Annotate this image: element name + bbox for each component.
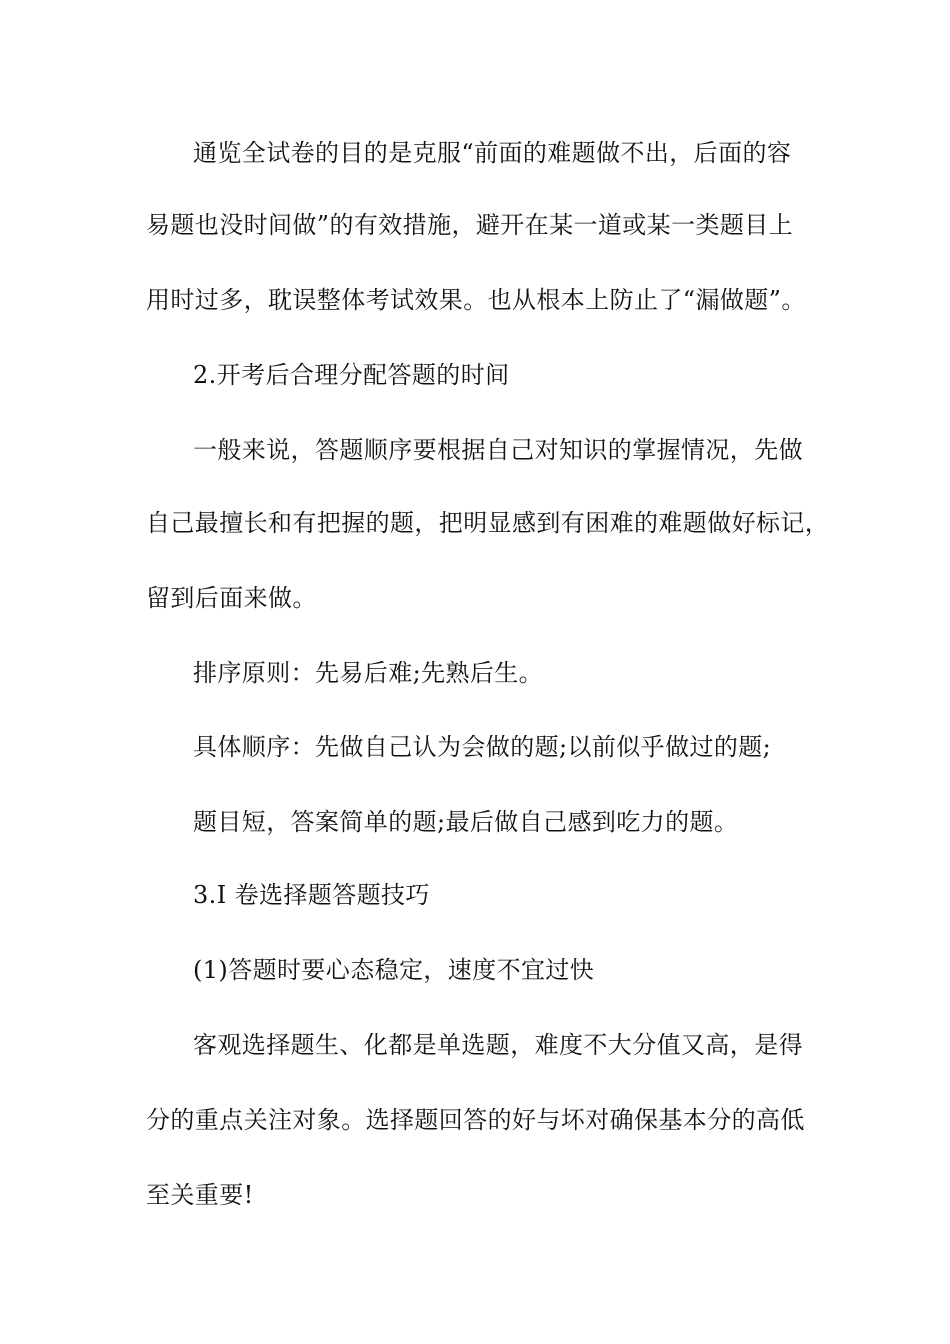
section-heading: 3.Ⅰ 卷选择题答题技巧 — [193, 881, 430, 909]
paragraph-line: 留到后面来做。 — [146, 584, 317, 612]
paragraph-line: 具体顺序：先做自己认为会做的题;以前似乎做过的题; — [193, 733, 772, 761]
paragraph-line: 客观选择题生、化都是单选题，难度不大分值又高，是得 — [193, 1031, 803, 1059]
paragraph-line: 用时过多，耽误整体考试效果。也从根本上防止了“漏做题”。 — [146, 286, 806, 314]
paragraph-line: 自己最擅长和有把握的题，把明显感到有困难的难题做好标记， — [146, 509, 830, 537]
paragraph-line: 至关重要! — [146, 1181, 254, 1209]
section-heading: 2.开考后合理分配答题的时间 — [193, 361, 510, 389]
paragraph-line: 一般来说，答题顺序要根据自己对知识的掌握情况，先做 — [193, 436, 803, 464]
paragraph-line: 易题也没时间做”的有效措施，避开在某一道或某一类题目上 — [146, 211, 794, 239]
paragraph-line: 题目短，答案简单的题;最后做自己感到吃力的题。 — [193, 808, 739, 836]
paragraph-line: 通览全试卷的目的是克服“前面的难题做不出，后面的容 — [193, 139, 792, 167]
subsection-heading: (1)答题时要心态稳定，速度不宜过快 — [193, 956, 595, 984]
paragraph-line: 排序原则：先易后难;先熟后生。 — [193, 659, 544, 687]
paragraph-line: 分的重点关注对象。选择题回答的好与坏对确保基本分的高低 — [146, 1106, 805, 1134]
